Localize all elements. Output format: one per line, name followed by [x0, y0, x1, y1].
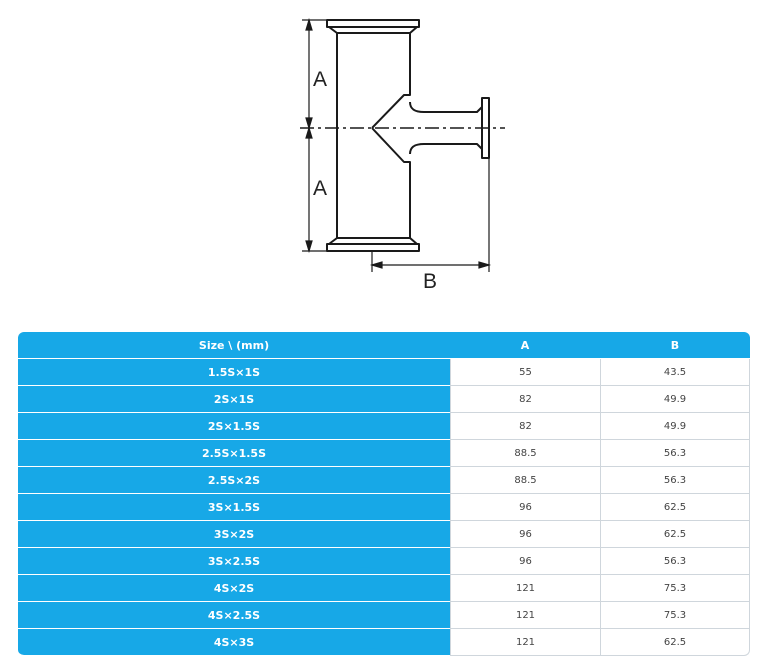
branch-upper-wall: [410, 102, 482, 112]
row-size: 2S×1.5S: [18, 413, 450, 440]
row-b-value: 56.3: [600, 440, 750, 467]
row-size: 4S×3S: [18, 629, 450, 656]
table-row: [18, 575, 750, 602]
reducing-tee-drawing: [0, 0, 773, 300]
row-b-value: 62.5: [600, 629, 750, 656]
row-a-value: 121: [450, 629, 600, 656]
dim-label-upper-a: A: [313, 68, 328, 91]
table-row: [18, 602, 750, 629]
table-row: [18, 494, 750, 521]
table-row: [18, 467, 750, 494]
row-b-value: 49.9: [600, 386, 750, 413]
dim-label-lower-a: A: [313, 177, 328, 200]
dim-a-arrow-top: [306, 20, 312, 30]
table-row: [18, 386, 750, 413]
row-a-value: 96: [450, 521, 600, 548]
row-a-value: 121: [450, 602, 600, 629]
table-row: [18, 629, 750, 656]
row-size: 2.5S×1.5S: [18, 440, 450, 467]
row-size: 2.5S×2S: [18, 467, 450, 494]
row-size: 3S×2S: [18, 521, 450, 548]
row-a-value: 96: [450, 548, 600, 575]
row-size: 4S×2S: [18, 575, 450, 602]
table-row: [18, 413, 750, 440]
header-a: A: [450, 332, 600, 359]
header-size: Size \ (mm): [18, 332, 450, 359]
header-b: B: [600, 332, 750, 359]
row-b-value: 56.3: [600, 467, 750, 494]
row-b-value: 49.9: [600, 413, 750, 440]
row-size: 3S×1.5S: [18, 494, 450, 521]
dim-b-arrow-right: [479, 262, 489, 268]
size-spec-table: [18, 332, 750, 656]
dim-a-arrow-bottom: [306, 241, 312, 251]
table-row: [18, 521, 750, 548]
table-row: [18, 440, 750, 467]
bottom-flange: [327, 244, 419, 251]
row-size: 4S×2.5S: [18, 602, 450, 629]
dim-b-arrow-left: [372, 262, 382, 268]
row-a-value: 82: [450, 386, 600, 413]
row-a-value: 55: [450, 359, 600, 386]
run-right-wall-lower: [372, 128, 410, 238]
run-right-wall-upper: [372, 33, 410, 128]
row-a-value: 121: [450, 575, 600, 602]
dim-a-arrow-mid-down: [306, 128, 312, 138]
row-b-value: 75.3: [600, 575, 750, 602]
row-a-value: 82: [450, 413, 600, 440]
row-b-value: 62.5: [600, 521, 750, 548]
row-b-value: 75.3: [600, 602, 750, 629]
row-b-value: 62.5: [600, 494, 750, 521]
table-row: [18, 548, 750, 575]
row-size: 2S×1S: [18, 386, 450, 413]
row-size: 3S×2.5S: [18, 548, 450, 575]
row-a-value: 88.5: [450, 467, 600, 494]
row-b-value: 43.5: [600, 359, 750, 386]
table-row: [18, 359, 750, 386]
row-size: 1.5S×1S: [18, 359, 450, 386]
top-flange: [327, 20, 419, 27]
table-header-row: [18, 332, 750, 359]
row-b-value: 56.3: [600, 548, 750, 575]
dim-label-b: B: [423, 270, 438, 293]
row-a-value: 96: [450, 494, 600, 521]
row-a-value: 88.5: [450, 440, 600, 467]
branch-lower-wall: [410, 144, 482, 154]
